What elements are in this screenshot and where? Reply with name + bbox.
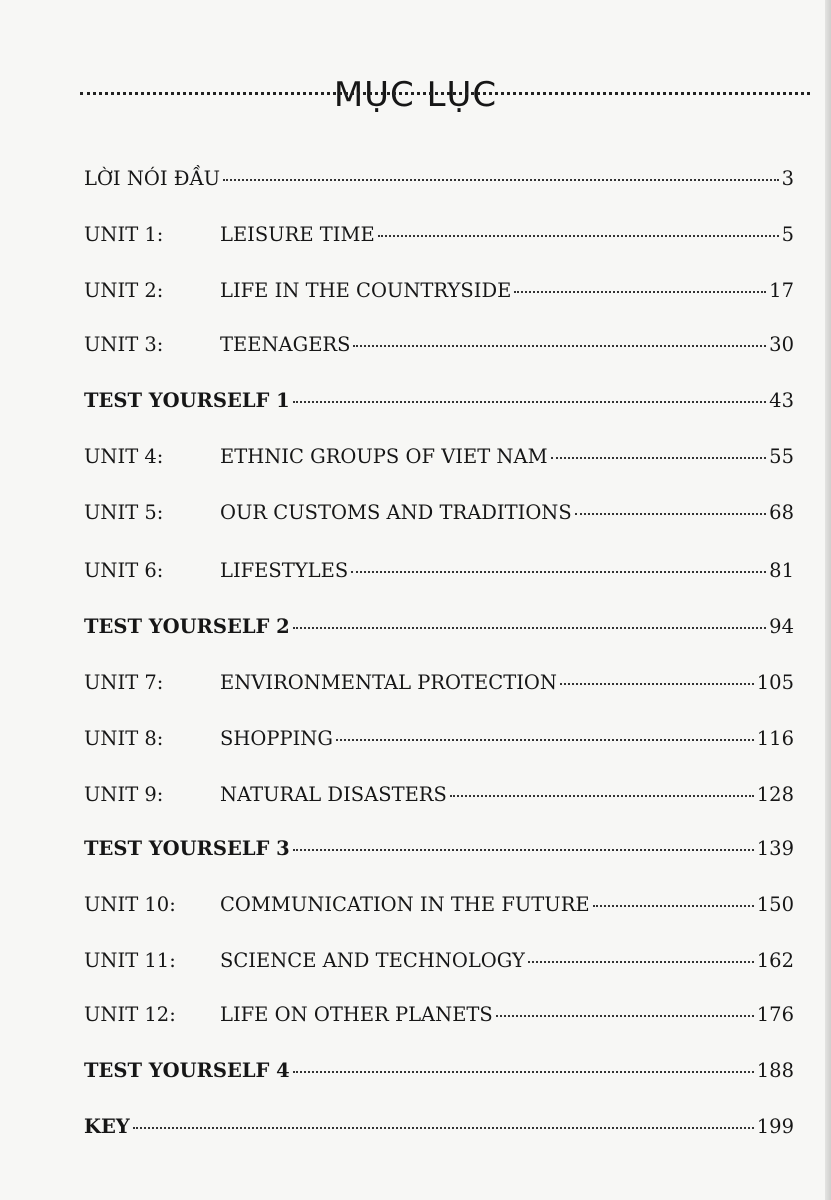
- toc-entry-title: TEST YOURSELF 4: [84, 1059, 290, 1082]
- toc-entry-title: LỜI NÓI ĐẦU: [84, 167, 221, 190]
- toc-dot-leader: [593, 905, 754, 907]
- toc-entry[interactable]: [84, 780, 794, 810]
- toc-entry[interactable]: [84, 668, 794, 698]
- toc-entry-title: LEISURE TIME: [220, 223, 375, 246]
- toc-entry-title: SHOPPING: [220, 727, 333, 750]
- toc-unit-label: UNIT 1:: [84, 223, 164, 246]
- toc-entry[interactable]: [84, 834, 794, 864]
- toc-page-number: 3: [781, 167, 794, 190]
- toc-entry[interactable]: [84, 442, 794, 472]
- toc-entry[interactable]: [84, 330, 794, 360]
- toc-dot-leader: [450, 795, 754, 797]
- toc-page-number: 105: [756, 671, 794, 694]
- toc-entry[interactable]: [84, 1000, 794, 1030]
- toc-unit-label: UNIT 9:: [84, 783, 164, 806]
- toc-entry-title: LIFE IN THE COUNTRYSIDE: [220, 279, 512, 302]
- toc-entry-title: KEY: [84, 1115, 130, 1138]
- toc-page-number: 5: [781, 223, 794, 246]
- toc-page-number: 94: [769, 615, 794, 638]
- toc-page-number: 55: [769, 445, 794, 468]
- toc-unit-label: UNIT 6:: [84, 559, 164, 582]
- toc-page-number: 150: [756, 893, 794, 916]
- toc-page-number: 128: [756, 783, 794, 806]
- toc-dot-leader: [378, 235, 779, 237]
- toc-entry-title: TEENAGERS: [220, 333, 351, 356]
- toc-entry[interactable]: [84, 612, 794, 642]
- toc-entry[interactable]: [84, 724, 794, 754]
- toc-dot-leader: [293, 1071, 754, 1073]
- toc-entry-title: COMMUNICATION IN THE FUTURE: [220, 893, 590, 916]
- toc-page-number: 68: [769, 501, 794, 524]
- toc-entry[interactable]: [84, 556, 794, 586]
- toc-entry[interactable]: [84, 1056, 794, 1086]
- toc-entry-title: LIFE ON OTHER PLANETS: [220, 1003, 493, 1026]
- toc-unit-label: UNIT 11:: [84, 949, 176, 972]
- toc-dot-leader: [293, 401, 766, 403]
- toc-unit-label: UNIT 7:: [84, 671, 164, 694]
- toc-entry[interactable]: [84, 946, 794, 976]
- toc-unit-label: UNIT 10:: [84, 893, 176, 916]
- toc-entry[interactable]: [84, 386, 794, 416]
- toc-dot-leader: [496, 1015, 754, 1017]
- page-edge-shadow: [825, 0, 831, 1200]
- page-title: MỤC LỤC: [333, 74, 498, 115]
- toc-page-number: 17: [769, 279, 794, 302]
- toc-page-number: 81: [769, 559, 794, 582]
- toc-dot-leader: [293, 627, 766, 629]
- toc-unit-label: UNIT 8:: [84, 727, 164, 750]
- toc-entry-title: TEST YOURSELF 3: [84, 837, 290, 860]
- toc-entry-title: ETHNIC GROUPS OF VIET NAM: [220, 445, 548, 468]
- toc-entry-title: OUR CUSTOMS AND TRADITIONS: [220, 501, 572, 524]
- toc-dot-leader: [293, 849, 754, 851]
- toc-unit-label: UNIT 4:: [84, 445, 164, 468]
- toc-dot-leader: [353, 345, 766, 347]
- toc-unit-label: UNIT 3:: [84, 333, 164, 356]
- toc-unit-label: UNIT 2:: [84, 279, 164, 302]
- toc-entry-title: LIFESTYLES: [220, 559, 349, 582]
- toc-dot-leader: [560, 683, 754, 685]
- toc-entry[interactable]: [84, 498, 794, 528]
- toc-entry-title: TEST YOURSELF 2: [84, 615, 290, 638]
- toc-dot-leader: [514, 291, 766, 293]
- toc-entry[interactable]: [84, 890, 794, 920]
- toc-entry[interactable]: [84, 1112, 794, 1142]
- toc-dot-leader: [528, 961, 754, 963]
- toc-page-number: 43: [769, 389, 794, 412]
- toc-page-number: 176: [756, 1003, 794, 1026]
- toc-page-number: 116: [756, 727, 794, 750]
- toc-entry-title: ENVIRONMENTAL PROTECTION: [220, 671, 557, 694]
- toc-page-number: 162: [756, 949, 794, 972]
- toc-entry[interactable]: [84, 276, 794, 306]
- toc-page-number: 188: [756, 1059, 794, 1082]
- title-dotted-rule: [80, 92, 810, 95]
- toc-unit-label: UNIT 5:: [84, 501, 164, 524]
- toc-page-number: 30: [769, 333, 794, 356]
- toc-entry-title: NATURAL DISASTERS: [220, 783, 447, 806]
- toc-entry[interactable]: [84, 220, 794, 250]
- toc-dot-leader: [351, 571, 766, 573]
- toc-dot-leader: [551, 457, 767, 459]
- toc-page-number: 199: [756, 1115, 794, 1138]
- toc-dot-leader: [575, 513, 766, 515]
- toc-page-number: 139: [756, 837, 794, 860]
- toc-dot-leader: [133, 1127, 754, 1129]
- toc-dot-leader: [223, 179, 779, 181]
- toc-unit-label: UNIT 12:: [84, 1003, 176, 1026]
- toc-entry-title: TEST YOURSELF 1: [84, 389, 290, 412]
- toc-dot-leader: [336, 739, 754, 741]
- toc-entry[interactable]: [84, 164, 794, 194]
- toc-entry-title: SCIENCE AND TECHNOLOGY: [220, 949, 525, 972]
